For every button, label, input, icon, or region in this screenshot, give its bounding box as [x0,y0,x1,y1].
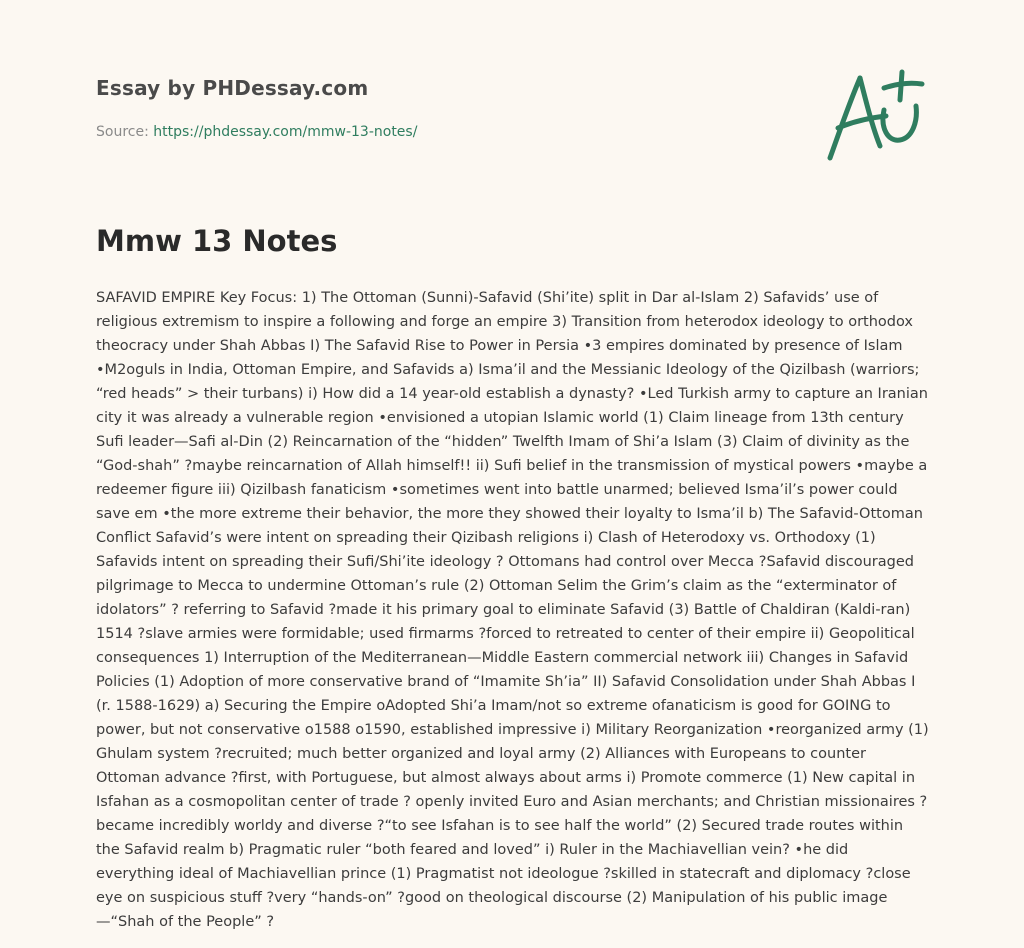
site-title: Essay by PHDessay.com [96,76,369,100]
essay-body-text: SAFAVID EMPIRE Key Focus: 1) The Ottoman (Sunni)-Safavid (Shi’ite) split in Dar al-Islam 2) Safavids’ use of religious extremism to inspire a following and forge an empire 3) Transition from heterodox ideology to orthodox theocracy under Shah Abbas I) The Safavid Rise to Power in Persia •3 empires dominated by presence of Islam •M2oguls in India, Ottoman Empire, and Safavids a) Isma’il and the Messianic Ideology of the Qizilbash (warriors; “red heads” > their turbans) i) How did a 14 year-old establish a dynasty? •Led Turkish army to capture an Iranian city it was already a vulnerable region •envisioned a utopian Islamic world (1) Claim lineage from 13th century Sufi leader—Safi al-Din (2) Reincarnation of the “hidden” Twelfth Imam of Shi’a Islam (3) Claim of divinity as the “God-shah” ?maybe reincarnation of Allah himself!! ii) Sufi belief in the transmission of mystical powers •maybe a redeemer figure iii) Qizilbash fanaticism •sometimes went into battle unarmed; believed Isma’il’s power could save em •the more extreme their behavior, the more they showed their loyalty to Isma’il b) The Safavid-Ottoman Conflict Safavid’s were intent on spreading their Qizibash religions i) Clash of Heterodoxy vs. Orthodoxy (1) Safavids intent on spreading their Sufi/Shi’ite ideology ? Ottomans had control over Mecca ?Safavid discouraged pilgrimage to Mecca to undermine Ottoman’s rule (2) Ottoman Selim the Grim’s claim as the “exterminator of idolators” ? referring to Safavid ?made it his primary goal to eliminate Safavid (3) Battle of Chaldiran (Kaldi-ran) 1514 ?slave armies were formidable; used firmarms ?forced to retreated to center of their empire ii) Geopolitical consequences 1) Interruption of the Mediterranean—Middle Eastern commercial network iii) Changes in Safavid Policies (1) Adoption of more conservative brand of “Imamite Sh’ia” II) Safavid Consolidation under Shah Abbas I (r. 1588-1629) a) Securing the Empire oAdopted Shi’a Imam/not so extreme ofanaticism is good for GOING to power, but not conservative o1588 o1590, established impressive i) Military Reorganization •reorganized army (1) Ghulam system ?recruited; much better organized and loyal army (2) Alliances with Europeans to counter Ottoman advance ?first, with Portuguese, but almost always about arms i) Promote commerce (1) New capital in Isfahan as a cosmopolitan center of trade ? openly invited Euro and Asian merchants; and Christian missionaires ? became incredibly worldy and diverse ?“to see Isfahan is to see half the world” (2) Secured trade routes within the Safavid realm b) Pragmatic ruler “both feared and loved” i) Ruler in the Machiavellian vein? •he did everything ideal of Machiavellian prince (1) Pragmatist not ideologue ?skilled in statecraft and diplomacy ?close eye on suspicious stuff ?very “hands-on” ?good on theological discourse (2) Manipulation of his public image—“Shah of the People” ? [96,290,929,930]
source-label: Source: [96,124,149,140]
essay-title: Mmw 13 Notes [96,224,338,258]
a-plus-logo-icon [820,66,930,166]
page-header [96,76,696,140]
source-link[interactable]: https://phdessay.com/mmw-13-notes/ [153,124,418,140]
source-line [96,124,696,140]
